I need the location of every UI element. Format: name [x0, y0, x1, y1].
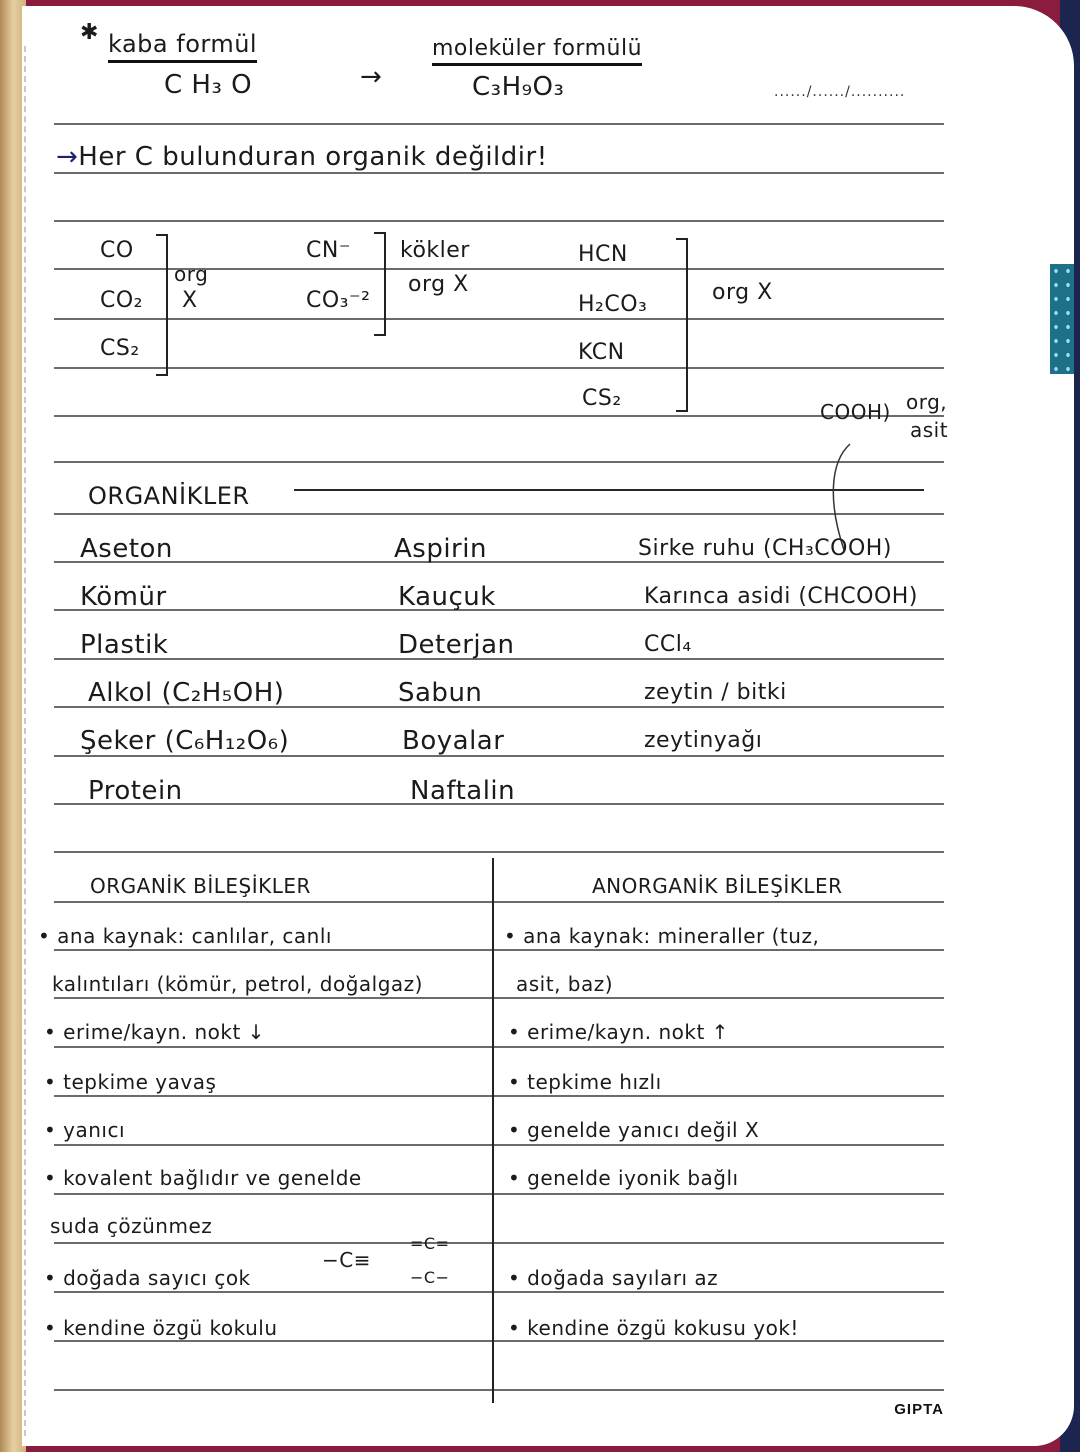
- inorganic-property: • kendine özgü kokusu yok!: [508, 1316, 799, 1340]
- perforation-line: [24, 46, 26, 1436]
- molecular-formula: C₃H₉O₃: [472, 72, 565, 102]
- bond-sketch: =C=: [410, 1234, 450, 1253]
- organic-property: • kendine özgü kokulu: [44, 1316, 278, 1340]
- ruled-line: [54, 1291, 944, 1293]
- organic-property: kalıntıları (kömür, petrol, doğalgaz): [52, 972, 423, 996]
- ruled-line: [54, 997, 944, 999]
- ruled-line: [54, 1242, 944, 1244]
- compound: CO₃⁻²: [306, 288, 371, 313]
- compound: CO: [100, 238, 134, 263]
- ruled-line: [54, 172, 944, 174]
- inorganic-property: • genelde iyonik bağlı: [508, 1166, 739, 1190]
- organic-item: Boyalar: [402, 726, 505, 756]
- organic-item: Alkol (C₂H₅OH): [88, 678, 285, 708]
- acid-label: asit: [910, 418, 949, 442]
- organics-heading: ORGANİKLER: [88, 482, 250, 510]
- star-icon: ✱: [80, 20, 99, 45]
- compound: CO₂: [100, 288, 143, 313]
- organic-item: Aseton: [80, 534, 173, 564]
- ruled-line: [54, 901, 944, 903]
- organic-item: Sirke ruhu (CH₃COOH): [638, 536, 892, 561]
- date-field: ....../....../..........: [774, 84, 906, 100]
- group-label: kökler: [400, 238, 470, 263]
- inorganic-property: • ana kaynak: mineraller (tuz,: [504, 924, 820, 948]
- bracket: [676, 238, 688, 412]
- ruled-line: [54, 561, 944, 563]
- ruled-line: [54, 1095, 944, 1097]
- acid-label: org,: [906, 390, 948, 414]
- ruled-line: [54, 609, 944, 611]
- inorganic-property: • genelde yanıcı değil X: [508, 1118, 760, 1142]
- group-label: org X: [712, 280, 773, 305]
- ruled-line: [54, 220, 944, 222]
- ruled-line: [54, 1340, 944, 1342]
- empirical-formula: C H₃ O: [164, 70, 253, 100]
- group-label: org X: [408, 272, 469, 297]
- organic-property: • kovalent bağlıdır ve genelde: [44, 1166, 362, 1190]
- inorganic-property: asit, baz): [516, 972, 614, 996]
- organic-compounds-heading: ORGANİK BİLEŞİKLER: [90, 874, 311, 898]
- organic-item: Kauçuk: [398, 582, 496, 612]
- arrow-right-icon: →: [56, 142, 79, 172]
- organic-item: Şeker (C₆H₁₂O₆): [80, 726, 290, 756]
- compound: CS₂: [100, 336, 140, 361]
- note-text: Her C bulunduran organik değildir!: [78, 142, 548, 172]
- organic-property: • doğada sayıcı çok: [44, 1266, 251, 1290]
- empirical-formula-heading: kaba formül: [108, 30, 257, 63]
- inorganic-property: • doğada sayıları az: [508, 1266, 719, 1290]
- ruled-line: [54, 1144, 944, 1146]
- organic-item: Aspirin: [394, 534, 487, 564]
- ruled-line: [54, 1193, 944, 1195]
- organic-property: suda çözünmez: [50, 1214, 213, 1238]
- page-tab-marker: [1050, 264, 1074, 374]
- group-label: org: [174, 262, 209, 286]
- inorganic-compounds-heading: ANORGANİK BİLEŞİKLER: [592, 874, 843, 898]
- organic-item: Plastik: [80, 630, 169, 660]
- organic-item: CCl₄: [644, 632, 692, 657]
- ruled-line: [54, 851, 944, 853]
- compound: H₂CO₃: [578, 292, 648, 317]
- ruled-line: [54, 1046, 944, 1048]
- organic-property: • tepkime yavaş: [44, 1070, 217, 1094]
- brand-logo: GIPTA: [894, 1401, 944, 1418]
- organic-item: Naftalin: [410, 776, 516, 806]
- group-label: X: [182, 288, 198, 313]
- organic-item: zeytin / bitki: [644, 680, 787, 705]
- compound: CS₂: [582, 386, 622, 411]
- bracket: [156, 234, 168, 376]
- ruled-line: [54, 949, 944, 951]
- notebook-page: [22, 6, 1074, 1446]
- cooh-group: COOH): [820, 400, 891, 424]
- ruled-line: [54, 123, 944, 125]
- ruled-line: [54, 415, 944, 417]
- bracket: [374, 232, 386, 336]
- bond-sketch: −C−: [410, 1268, 450, 1287]
- compound: CN⁻: [306, 238, 351, 263]
- organic-item: Sabun: [398, 678, 483, 708]
- organic-property: • ana kaynak: canlılar, canlı: [38, 924, 332, 948]
- column-divider: [492, 858, 494, 1403]
- organic-property: • yanıcı: [44, 1118, 126, 1142]
- organic-property: • erime/kayn. nokt ↓: [44, 1020, 265, 1044]
- ruled-line: [54, 1389, 944, 1391]
- inorganic-property: • erime/kayn. nokt ↑: [508, 1020, 729, 1044]
- ruled-line: [54, 461, 944, 463]
- organic-item: Karınca asidi (CHCOOH): [644, 584, 918, 609]
- inorganic-property: • tepkime hızlı: [508, 1070, 662, 1094]
- bond-sketch: −C≡: [322, 1248, 371, 1272]
- compound: KCN: [578, 340, 625, 365]
- molecular-formula-heading: moleküler formülü: [432, 36, 642, 66]
- organic-item: zeytinyağı: [644, 728, 763, 753]
- arrow-icon: →: [360, 62, 383, 92]
- organic-item: Kömür: [80, 582, 167, 612]
- compound: HCN: [578, 242, 628, 267]
- note: [56, 142, 548, 172]
- organic-item: Deterjan: [398, 630, 515, 660]
- ruled-line: [54, 367, 944, 369]
- ruled-line: [54, 513, 944, 515]
- organic-item: Protein: [88, 776, 183, 806]
- ruled-line: [54, 318, 944, 320]
